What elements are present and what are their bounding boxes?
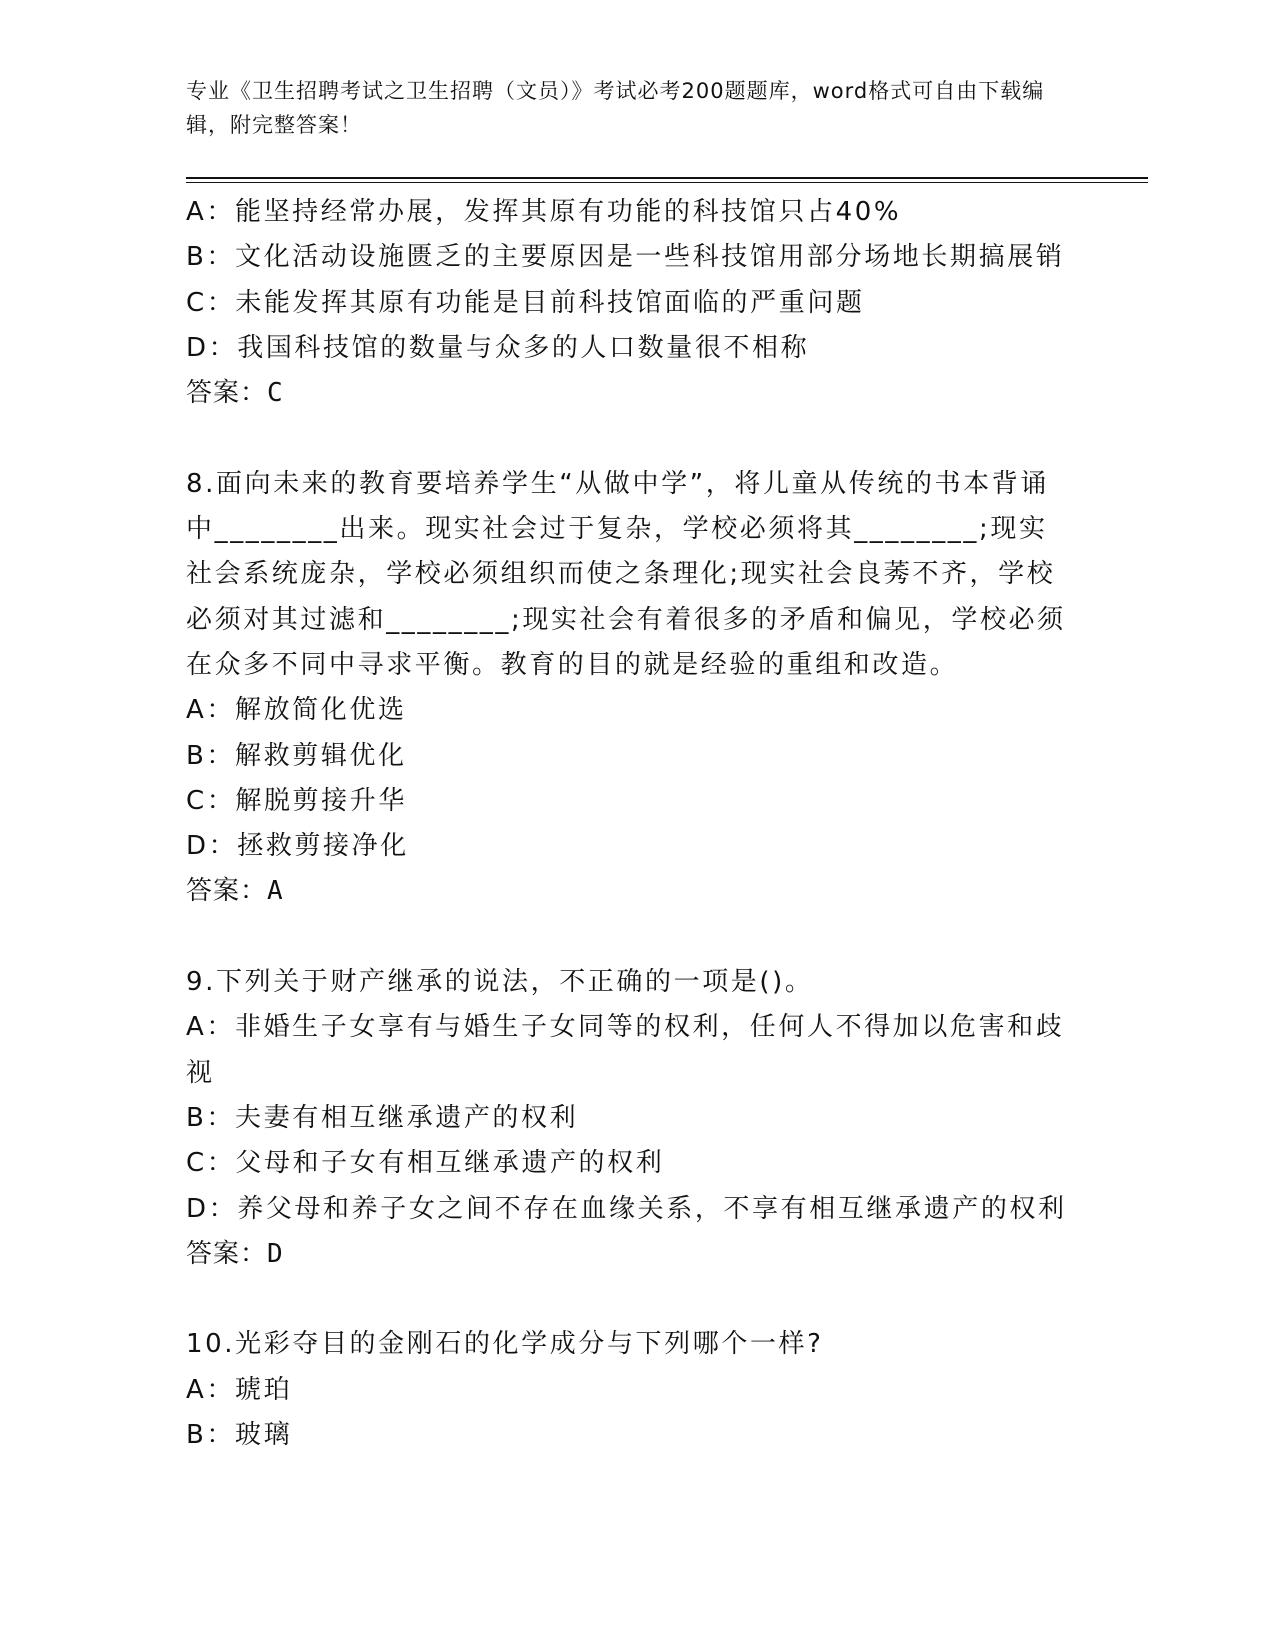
question-9-stem: 9.下列关于财产继承的说法，不正确的一项是()。 [186,967,814,998]
spacer [186,416,1066,461]
question-9-option-c: C：父母和子女有相互继承遗产的权利 [186,1148,665,1179]
question-9-option-a: A：非婚生子女享有与婚生子女同等的权利，任何人不得加以危害和歧视 [186,1012,1065,1088]
question-7-option-c: C：未能发挥其原有功能是目前科技馆面临的严重问题 [186,287,865,318]
question-9-answer: 答案：D [186,1238,284,1269]
question-10-stem: 10.光彩夺目的金刚石的化学成分与下列哪个一样? [186,1329,824,1360]
question-7-option-d: D：我国科技馆的数量与众多的人口数量很不相称 [186,332,810,363]
question-7-option-a: A：能坚持经常办展，发挥其原有功能的科技馆只占40% [186,197,902,227]
question-9-option-d: D：养父母和养子女之间不存在血缘关系，不享有相互继承遗产的权利 [186,1193,1067,1224]
question-list [186,190,1066,1458]
header-divider-thin [186,182,1148,183]
question-8-option-d: D：拯救剪接净化 [186,831,409,862]
document-header: 专业《卫生招聘考试之卫生招聘（文员）》考试必考200题题库，word格式可自由下载编辑，附完整答案！ [186,79,1045,137]
question-10-option-a: A：琥珀 [186,1374,293,1405]
question-8-option-b: B：解救剪辑优化 [186,740,407,771]
question-7 [186,190,1066,416]
question-8 [186,462,1066,915]
spacer [186,1277,1066,1322]
question-10 [186,1322,1066,1458]
question-8-answer: 答案：A [186,876,284,907]
question-8-option-a: A：解放简化优选 [186,695,407,726]
question-7-answer: 答案：C [186,378,284,409]
question-9 [186,960,1066,1277]
header-divider-thick [186,177,1148,179]
question-9-option-b: B：夫妻有相互继承遗产的权利 [186,1102,579,1133]
question-8-stem: 8.面向未来的教育要培养学生“从做中学”，将儿童从传统的书本背诵中________出来。现实社会过于复杂，学校必须将其________;现实社会系统庞杂，学校必须组织而使之条理化;现实社会良莠不齐，学校必须对其过滤和________;现实社会有着很多的矛盾和偏见，学校必须在众多不同中寻求平衡。教育的目的就是经验的重组和改造。 [186,468,1066,680]
question-8-option-c: C：解脱剪接升华 [186,785,407,816]
spacer [186,915,1066,960]
question-7-option-b: B：文化活动设施匮乏的主要原因是一些科技馆用部分场地长期搞展销 [186,242,1065,273]
question-10-option-b: B：玻璃 [186,1420,293,1451]
